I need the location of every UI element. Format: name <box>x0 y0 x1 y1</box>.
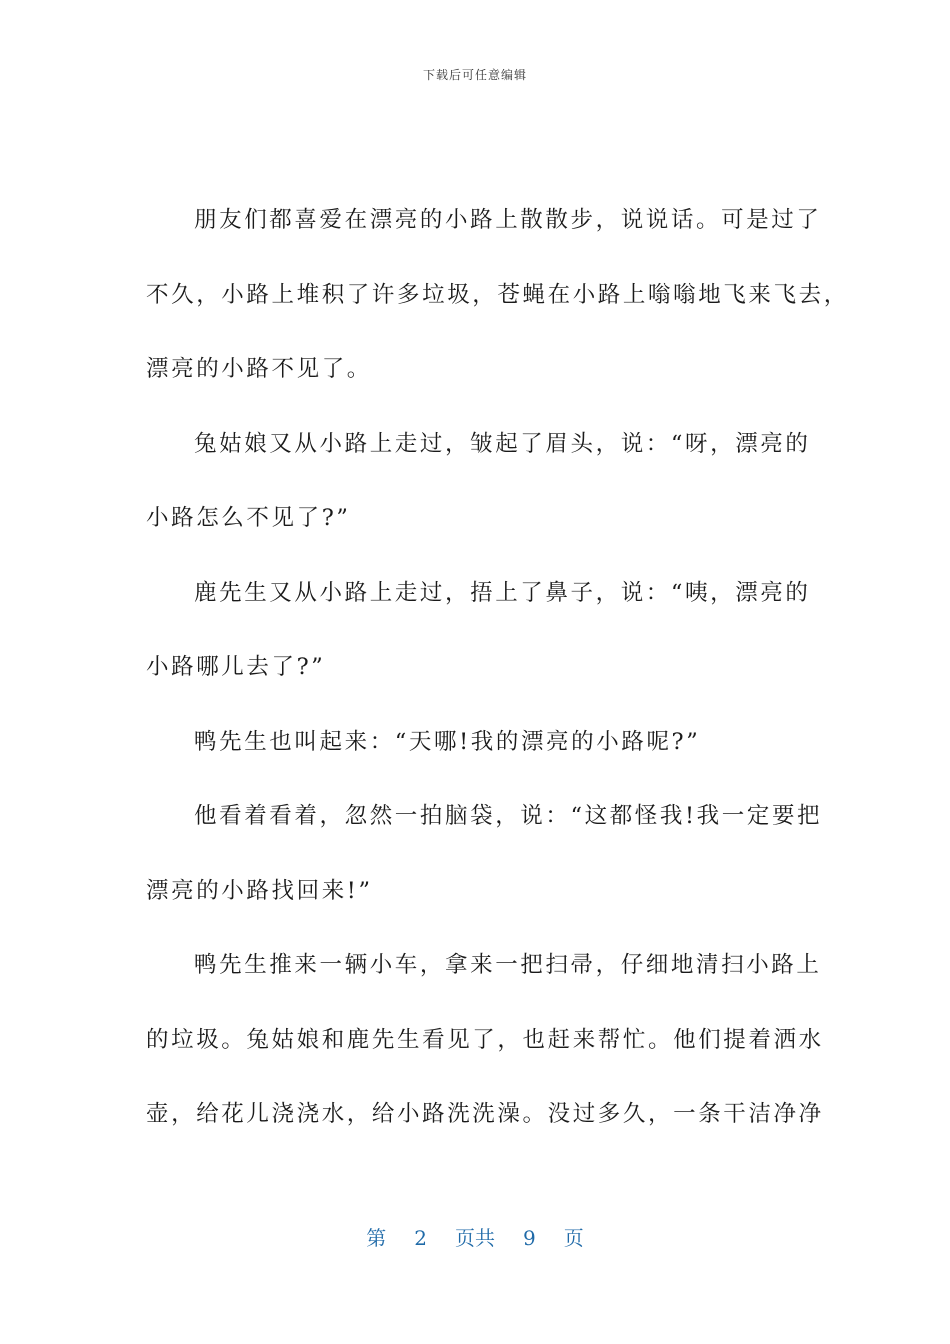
text-line: 朋友们都喜爱在漂亮的小路上散散步，说说话。可是过了 <box>194 207 822 233</box>
page-total: 9 <box>523 1226 536 1250</box>
page-number: 2 <box>414 1226 427 1250</box>
text-line: 不久，小路上堆积了许多垃圾，苍蝇在小路上嗡嗡地飞来飞去， <box>146 281 849 308</box>
text-line: 的垃圾。兔姑娘和鹿先生看见了，也赶来帮忙。他们提着洒水 <box>146 1026 824 1053</box>
text-line: 小路怎么不见了?” <box>146 505 351 531</box>
page-footer <box>0 1222 950 1251</box>
page-header: 下载后可任意编辑 <box>422 68 527 82</box>
text-line: 鹿先生又从小路上走过，捂上了鼻子，说：“咦，漂亮的 <box>194 579 811 606</box>
page-mid: 页共 <box>455 1226 495 1250</box>
page-prefix: 第 <box>366 1226 387 1250</box>
text-line: 漂亮的小路找回来!” <box>146 877 373 904</box>
text-line: 他看着看着，忽然一拍脑袋，说：“这都怪我!我一定要把 <box>194 803 823 829</box>
text-line: 兔姑娘又从小路上走过，皱起了眉头，说：“呀，漂亮的 <box>194 430 811 457</box>
document-body <box>146 196 849 1165</box>
text-line: 小路哪儿去了?” <box>146 654 326 680</box>
text-line: 鸭先生也叫起来：“天哪!我的漂亮的小路呢?” <box>194 728 701 755</box>
text-line: 鸭先生推来一辆小车，拿来一把扫帚，仔细地清扫小路上 <box>194 952 822 978</box>
text-line: 漂亮的小路不见了。 <box>146 356 372 382</box>
page-suffix: 页 <box>563 1226 584 1250</box>
text-line: 壶，给花儿浇浇水，给小路洗洗澡。没过多久，一条干洁净净 <box>146 1101 824 1127</box>
